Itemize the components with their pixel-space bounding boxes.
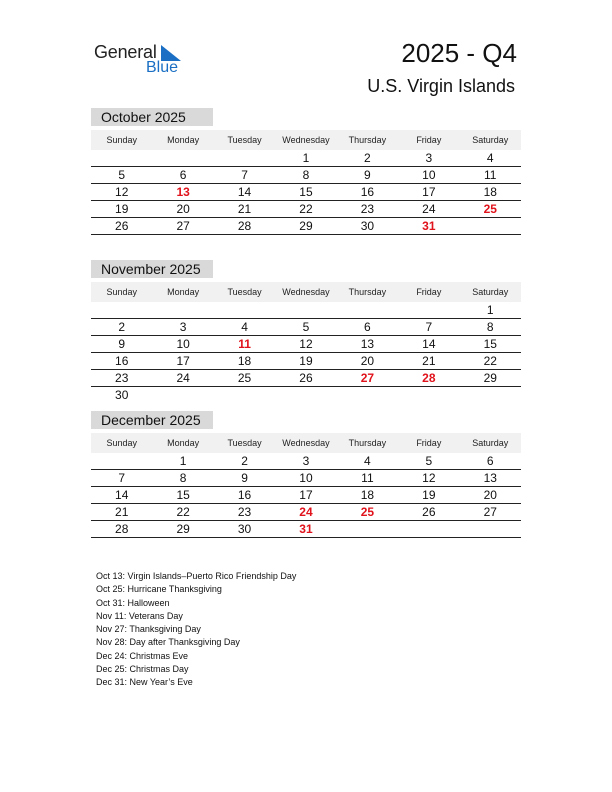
day-cell: 31 — [299, 522, 313, 536]
day-cell: 1 — [486, 303, 494, 317]
day-cell: 2 — [364, 151, 371, 165]
logo-word-general: General — [94, 42, 157, 62]
day-cell: 13 — [483, 471, 497, 485]
day-cell: 31 — [422, 219, 436, 233]
day-cell: 30 — [115, 388, 129, 402]
day-cell: 12 — [422, 471, 436, 485]
day-cell: 27 — [176, 219, 190, 233]
day-cell: 30 — [237, 522, 252, 536]
weekday-label: Tuesday — [227, 287, 262, 297]
week-row — [91, 387, 521, 403]
day-cell — [152, 150, 213, 166]
day-cell: 28 — [422, 371, 436, 385]
day-cell — [275, 387, 336, 403]
weekday-label: Sunday — [106, 287, 137, 297]
holiday-entry: Oct 13: Virgin Islands–Puerto Rico Friendship Day — [96, 571, 297, 581]
weekday-label: Saturday — [472, 135, 509, 145]
week-row — [91, 302, 521, 319]
day-cell: 28 — [115, 522, 129, 536]
holiday-list — [96, 570, 296, 690]
day-cell: 15 — [176, 488, 190, 502]
day-cell: 20 — [360, 354, 375, 368]
day-cell — [337, 387, 398, 403]
day-cell: 17 — [299, 488, 313, 502]
month-title: November 2025 — [91, 260, 213, 278]
day-cell: 29 — [483, 371, 497, 385]
day-cell: 25 — [237, 371, 252, 385]
day-cell: 6 — [179, 168, 187, 182]
day-cell: 24 — [176, 371, 190, 385]
holiday-entry: Nov 27: Thanksgiving Day — [96, 624, 201, 635]
day-cell: 8 — [179, 471, 187, 485]
day-cell: 11 — [238, 337, 251, 351]
day-cell: 18 — [483, 185, 497, 199]
day-cell: 7 — [118, 471, 126, 485]
day-cell: 2 — [118, 320, 126, 334]
month-november — [91, 260, 521, 403]
day-cell: 8 — [302, 168, 310, 182]
day-cell: 4 — [241, 320, 248, 334]
weekday-label: Thursday — [348, 287, 387, 297]
week-row — [91, 201, 521, 218]
weekday-label: Monday — [167, 438, 200, 448]
day-cell: 12 — [115, 185, 129, 199]
day-cell: 21 — [237, 202, 252, 216]
page-title: 2025 - Q4 — [401, 38, 517, 68]
weekday-label: Tuesday — [227, 438, 262, 448]
day-cell: 1 — [179, 454, 187, 468]
day-cell: 3 — [302, 454, 310, 468]
day-cell: 13 — [360, 337, 375, 351]
day-cell: 16 — [115, 354, 129, 368]
day-cell: 3 — [425, 151, 433, 165]
day-cell — [214, 302, 275, 318]
day-cell: 8 — [486, 320, 494, 334]
day-cell: 23 — [237, 505, 252, 519]
weekday-label: Sunday — [106, 135, 137, 145]
day-cell: 25 — [483, 202, 497, 216]
holiday-entry: Oct 25: Hurricane Thanksgiving — [96, 584, 222, 595]
day-cell: 18 — [237, 354, 252, 368]
day-cell: 5 — [302, 320, 310, 334]
weekday-label: Friday — [416, 135, 442, 145]
day-cell — [91, 302, 152, 318]
week-row — [91, 353, 521, 370]
day-cell: 28 — [237, 219, 252, 233]
holiday-entry: Oct 31: Halloween — [96, 597, 170, 608]
day-cell — [91, 453, 152, 469]
week-row — [91, 319, 521, 336]
day-cell: 5 — [425, 454, 433, 468]
week-row — [91, 336, 521, 353]
day-cell: 4 — [486, 151, 494, 165]
weekday-label: Sunday — [106, 438, 137, 448]
day-cell — [275, 302, 336, 318]
day-cell — [152, 302, 213, 318]
day-cell: 19 — [422, 488, 436, 502]
day-cell: 9 — [118, 337, 126, 351]
month-october — [91, 108, 521, 235]
day-cell — [398, 387, 459, 403]
day-cell: 29 — [176, 522, 190, 536]
day-cell: 23 — [360, 202, 375, 216]
day-cell: 30 — [360, 219, 375, 233]
weekday-label: Thursday — [348, 135, 387, 145]
day-cell: 15 — [483, 337, 497, 351]
day-cell: 19 — [299, 354, 313, 368]
day-cell: 7 — [241, 168, 248, 182]
day-cell: 1 — [302, 151, 310, 165]
week-row — [91, 487, 521, 504]
day-cell: 10 — [299, 471, 313, 485]
day-cell: 26 — [299, 371, 313, 385]
week-row — [91, 453, 521, 470]
weekday-label: Wednesday — [282, 287, 330, 297]
day-cell: 2 — [241, 454, 248, 468]
day-cell: 27 — [483, 505, 497, 519]
day-cell — [152, 387, 213, 403]
day-cell: 5 — [118, 168, 126, 182]
holiday-entry: Dec 24: Christmas Eve — [96, 650, 189, 661]
day-cell: 26 — [422, 505, 436, 519]
day-cell: 4 — [364, 454, 371, 468]
day-cell: 14 — [115, 488, 129, 502]
week-row — [91, 150, 521, 167]
weekday-label: Saturday — [472, 287, 509, 297]
day-cell: 20 — [483, 488, 497, 502]
weekday-label: Friday — [416, 438, 442, 448]
day-cell: 16 — [360, 185, 375, 199]
day-cell: 17 — [422, 185, 436, 199]
week-row — [91, 370, 521, 387]
day-cell — [337, 521, 398, 537]
day-cell: 9 — [364, 168, 371, 182]
day-cell: 22 — [299, 202, 313, 216]
page-subtitle: U.S. Virgin Islands — [367, 76, 515, 96]
weekday-label: Monday — [167, 287, 200, 297]
month-title: October 2025 — [91, 108, 213, 126]
day-cell: 12 — [299, 337, 313, 351]
weekday-header-row — [91, 130, 521, 150]
day-cell: 27 — [360, 371, 375, 385]
day-cell: 15 — [299, 185, 313, 199]
day-cell: 21 — [422, 354, 436, 368]
day-cell — [398, 521, 459, 537]
weekday-label: Monday — [167, 135, 200, 145]
day-cell — [337, 302, 398, 318]
day-cell — [91, 150, 152, 166]
day-cell: 25 — [360, 505, 375, 519]
month-title: December 2025 — [91, 411, 213, 429]
logo-word-blue: Blue — [146, 59, 179, 76]
holiday-entry: Dec 31: New Year’s Eve — [96, 677, 193, 688]
weekday-label: Wednesday — [282, 135, 330, 145]
day-cell: 13 — [176, 185, 190, 199]
weekday-label: Saturday — [472, 438, 509, 448]
holiday-entry: Nov 28: Day after Thanksgiving Day — [96, 637, 240, 648]
day-cell: 17 — [176, 354, 190, 368]
day-cell — [398, 302, 459, 318]
day-cell: 20 — [176, 202, 190, 216]
week-row — [91, 470, 521, 487]
day-cell: 7 — [425, 320, 433, 334]
day-cell: 10 — [176, 337, 190, 351]
holiday-entry: Nov 11: Veterans Day — [96, 610, 183, 621]
weekday-label: Wednesday — [282, 438, 330, 448]
day-cell: 6 — [364, 320, 371, 334]
day-cell: 16 — [237, 488, 252, 502]
day-cell: 10 — [422, 168, 436, 182]
weekday-label: Thursday — [348, 438, 387, 448]
day-cell: 24 — [299, 505, 313, 519]
weekday-label: Tuesday — [227, 135, 262, 145]
week-row — [91, 521, 521, 538]
week-row — [91, 504, 521, 521]
day-cell: 9 — [241, 471, 248, 485]
week-row — [91, 218, 521, 235]
week-row — [91, 184, 521, 201]
day-cell: 19 — [115, 202, 129, 216]
day-cell — [460, 218, 521, 234]
day-cell — [214, 387, 275, 403]
day-cell: 14 — [237, 185, 252, 199]
month-december — [91, 411, 521, 538]
day-cell: 18 — [360, 488, 375, 502]
week-row — [91, 167, 521, 184]
day-cell: 14 — [422, 337, 436, 351]
holiday-entry: Dec 25: Christmas Day — [96, 664, 189, 675]
generalblue-logo — [94, 42, 194, 82]
day-cell — [460, 387, 521, 403]
weekday-header-row — [91, 433, 521, 453]
day-cell: 26 — [115, 219, 129, 233]
day-cell: 21 — [115, 505, 129, 519]
day-cell: 3 — [179, 320, 187, 334]
day-cell: 22 — [483, 354, 497, 368]
day-cell: 23 — [115, 371, 129, 385]
day-cell: 11 — [361, 471, 374, 485]
day-cell: 11 — [484, 168, 497, 182]
day-cell: 22 — [176, 505, 190, 519]
day-cell: 24 — [422, 202, 436, 216]
day-cell: 6 — [486, 454, 494, 468]
day-cell — [460, 521, 521, 537]
day-cell: 29 — [299, 219, 313, 233]
day-cell — [214, 150, 275, 166]
weekday-header-row — [91, 282, 521, 302]
weekday-label: Friday — [416, 287, 442, 297]
